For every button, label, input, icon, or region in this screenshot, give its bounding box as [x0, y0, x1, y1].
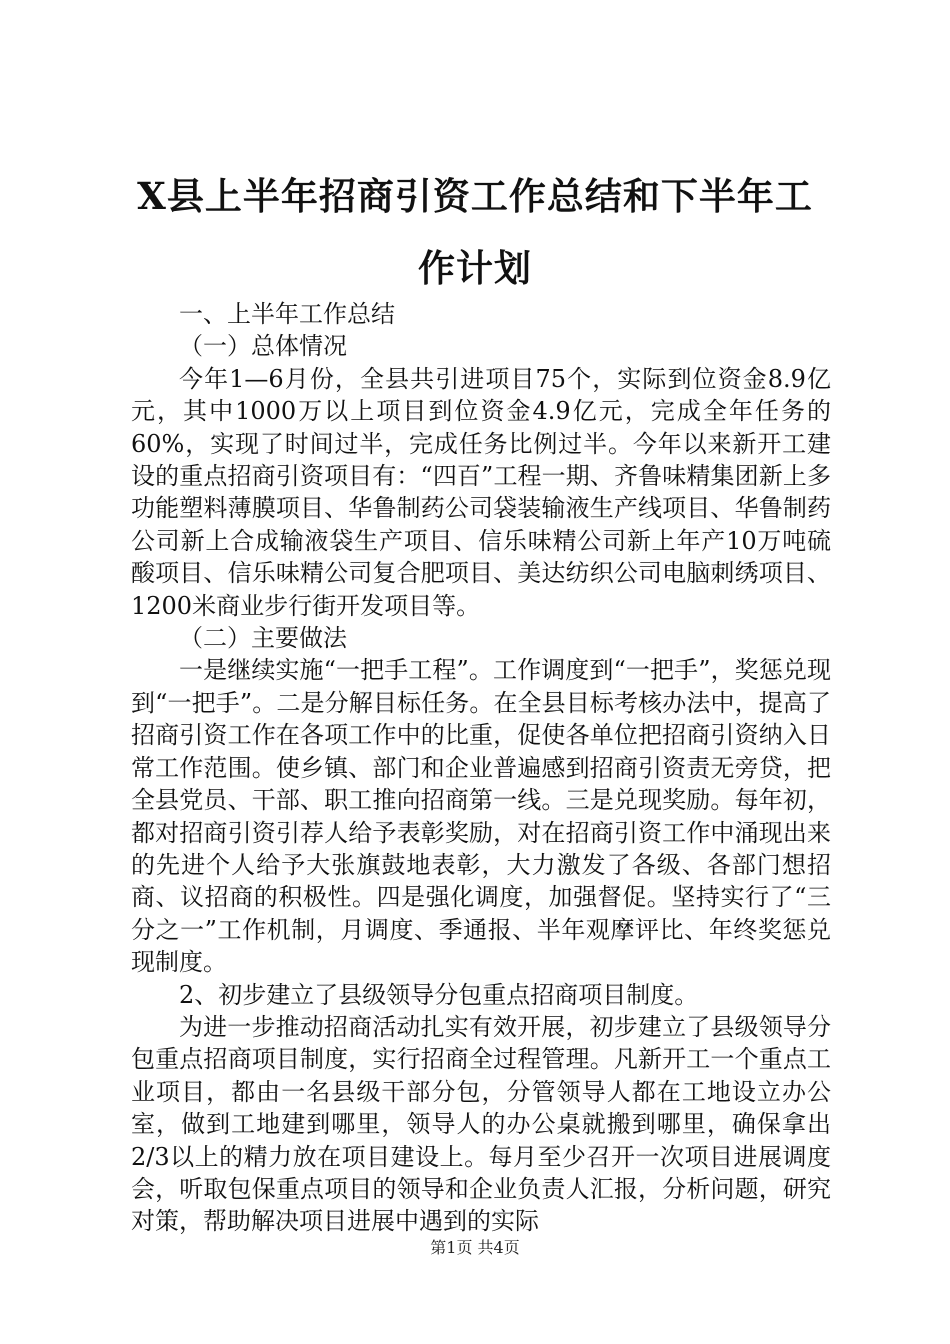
- page-number-footer: 第1页 共4页: [430, 1238, 520, 1257]
- section-heading: 一、上半年工作总结: [179, 300, 395, 328]
- subsection-heading: （一）总体情况: [179, 332, 347, 361]
- body-paragraph: 一是继续实施“一把手工程”。工作调度到“一把手”，奖惩兑现到“一把手”。二是分解目标任务。在全县目标考核办法中，提高了招商引资工作在各项工作中的比重，促使各单位把招商引资纳入日常工作范围。使乡镇、部门和企业普遍感到招商引资责无旁贷，把全县党员、干部、职工推向招商第一线。三是兑现奖励。每年初，都对招商引资引荐人给予表彰奖励，对在招商引资工作中涌现出来的先进个人给予大张旗鼓地表彰，大力激发了各级、各部门想招商、议招商的积极性。四是强化调度，加强督促。坚持实行了“三分之一”工作机制，月调度、季通报、半年观摩评比、年终奖惩兑现制度。: [131, 656, 831, 977]
- body-paragraph: 为进一步推动招商活动扎实有效开展，初步建立了县级领导分包重点招商项目制度，实行招商全过程管理。凡新开工一个重点工业项目，都由一名县级干部分包，分管领导人都在工地设立办公室，做到工地建到哪里，领导人的办公桌就搬到哪里，确保拿出2/3以上的精力放在项目建设上。每月至少召开一次项目进展调度会，听取包保重点项目的领导和企业负责人汇报，分析问题，研究对策，帮助解决项目进展中遇到的实际: [131, 1012, 831, 1236]
- document-body: [131, 298, 831, 1238]
- body-paragraph: 今年1—6月份，全县共引进项目75个，实际到位资金8.9亿元，其中1000万以上项目到位资金4.9亿元，完成全年任务的60%，实现了时间过半，完成任务比例过半。今年以来新开工建设的重点招商引资项目有：“四百”工程一期、齐鲁味精集团新上多功能塑料薄膜项目、华鲁制药公司袋装输液生产线项目、华鲁制药公司新上合成输液袋生产项目、信乐味精公司新上年产10万吨硫酸项目、信乐味精公司复合肥项目、美达纺织公司电脑刺绣项目、1200米商业步行街开发项目等。: [131, 364, 831, 620]
- subsection-heading: （二）主要做法: [179, 624, 347, 653]
- document-title: X县上半年招商引资工作总结和下半年工作计划: [137, 174, 813, 290]
- subsection-heading: 2、初步建立了县级领导分包重点招商项目制度。: [179, 980, 699, 1009]
